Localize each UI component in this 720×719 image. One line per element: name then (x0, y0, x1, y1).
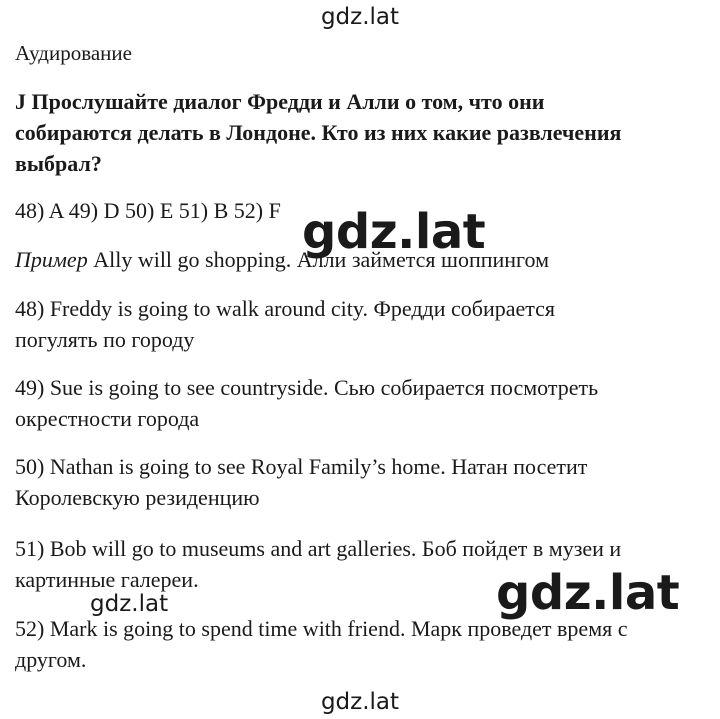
section-title: Аудирование (15, 41, 132, 65)
watermark-large-2: gdz.lat (496, 565, 680, 621)
item-48-line-2: погулять по городу (15, 327, 195, 352)
task-line-3: выбрал? (15, 151, 102, 176)
item-52-line-2: другом. (15, 647, 87, 672)
example-label: Пример (15, 247, 88, 272)
item-52-line-1: 52) Mark is going to spend time with friend. Марк проведет время с (15, 616, 628, 641)
task-line-1: J Прослушайте диалог Фредди и Алли о том, что они (15, 89, 545, 114)
item-51-line-2: картинные галереи. (15, 567, 199, 592)
watermark-large-1: gdz.lat (302, 204, 486, 260)
item-50-line-2: Королевскую резиденцию (15, 485, 260, 510)
item-49-line-1: 49) Sue is going to see countryside. Сью собирается посмотреть (15, 375, 599, 400)
answer-key: 48) A 49) D 50) E 51) B 52) F (15, 198, 281, 223)
watermark-top: gdz.lat (320, 4, 400, 30)
item-48-line-1: 48) Freddy is going to walk around city. Фредди собирается (15, 296, 556, 321)
watermark-small: gdz.lat (90, 591, 169, 617)
watermark-bottom: gdz.lat (320, 689, 400, 715)
example-text: Ally will go shopping. Алли займется шоппингом (87, 247, 550, 272)
item-49-line-2: окрестности города (15, 406, 200, 431)
task-line-2: собираются делать в Лондоне. Кто из них какие развлечения (15, 120, 622, 145)
item-51-line-1: 51) Bob will go to museums and art galleries. Боб пойдет в музеи и (15, 536, 622, 561)
item-50-line-1: 50) Nathan is going to see Royal Family’s home. Натан посетит (15, 454, 588, 479)
